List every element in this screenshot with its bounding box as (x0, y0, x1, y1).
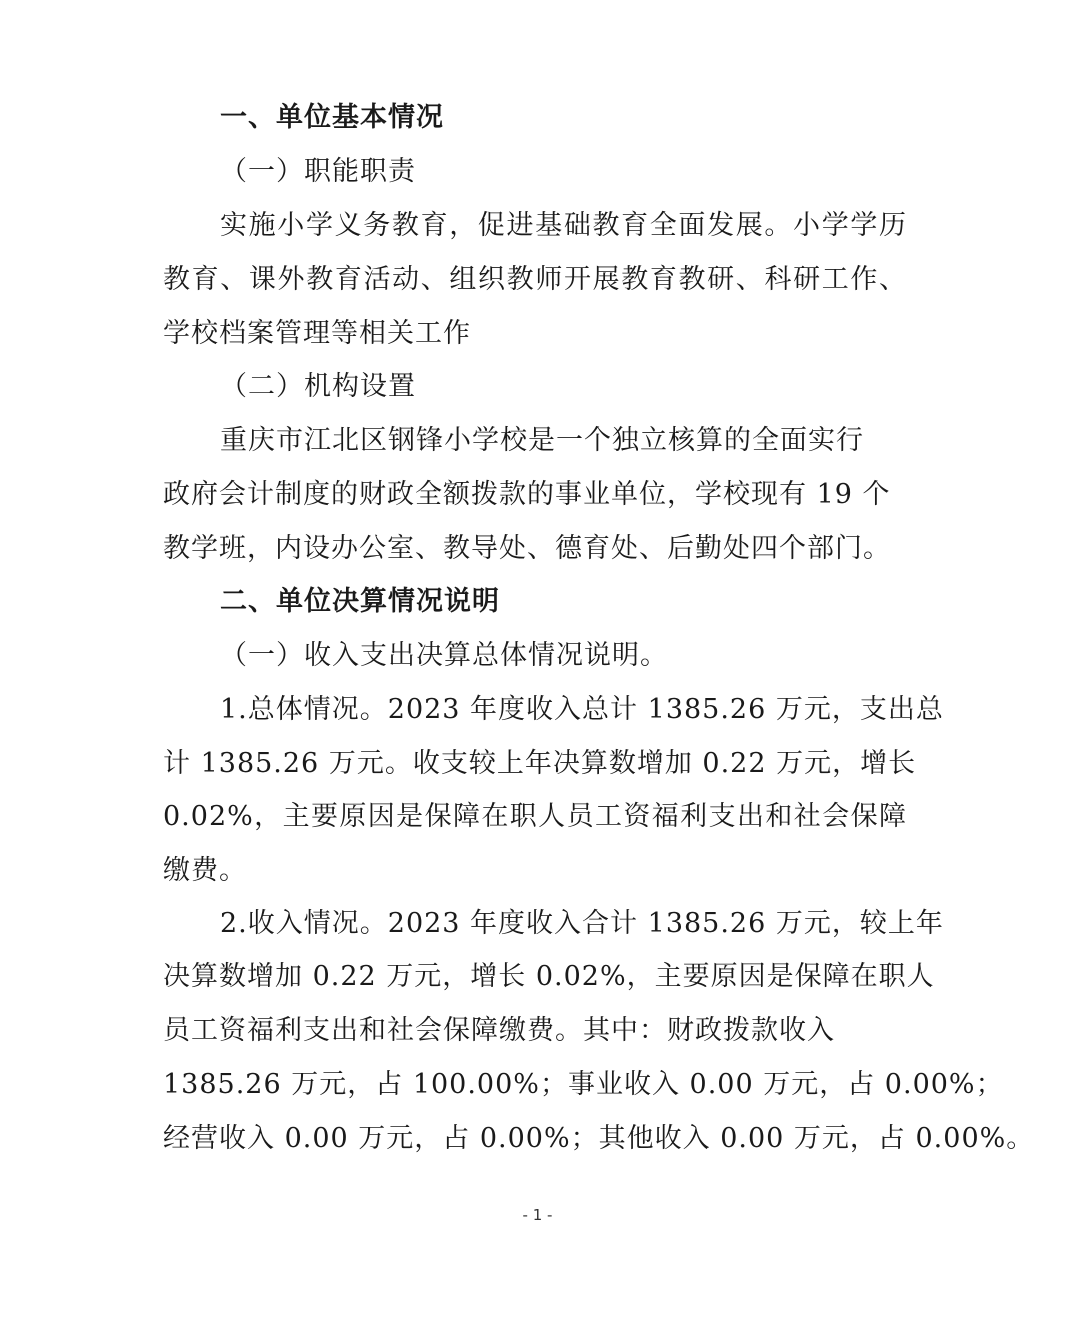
subsection-heading-organization: （二）机构设置 (220, 371, 416, 402)
section-heading-final-accounts: 二、单位决算情况说明 (220, 586, 500, 617)
paragraph-line: 学校档案管理等相关工作 (163, 318, 471, 349)
paragraph-line: 员工资福利支出和社会保障缴费。其中：财政拨款收入 (163, 1015, 835, 1046)
page-number: - 1 - (522, 1206, 553, 1224)
paragraph-line: 教育、课外教育活动、组织教师开展教育教研、科研工作、 (163, 264, 907, 295)
paragraph-line: 重庆市江北区钢锋小学校是一个独立核算的全面实行 (220, 425, 864, 456)
paragraph-line: 1385.26 万元，占 100.00%；事业收入 0.00 万元，占 0.00%； (163, 1069, 1004, 1100)
paragraph-line: 缴费。 (163, 855, 247, 886)
paragraph-line: 0.02%，主要原因是保障在职人员工资福利支出和社会保障 (163, 801, 907, 832)
paragraph-line: 政府会计制度的财政全额拨款的事业单位，学校现有 19 个 (163, 479, 891, 510)
subsection-heading-income-expense: （一）收入支出决算总体情况说明。 (220, 640, 668, 671)
paragraph-line: 计 1385.26 万元。收支较上年决算数增加 0.22 万元，增长 (163, 748, 917, 779)
paragraph-line: 教学班，内设办公室、教导处、德育处、后勤处四个部门。 (163, 533, 891, 564)
paragraph-line: 2.收入情况。2023 年度收入合计 1385.26 万元，较上年 (220, 908, 944, 939)
paragraph-line: 决算数增加 0.22 万元，增长 0.02%，主要原因是保障在职人 (163, 961, 935, 992)
paragraph-line: 实施小学义务教育，促进基础教育全面发展。小学学历 (220, 210, 907, 241)
paragraph-line: 1.总体情况。2023 年度收入总计 1385.26 万元，支出总 (220, 694, 944, 725)
subsection-heading-functions: （一）职能职责 (220, 156, 416, 187)
section-heading-basic-info: 一、单位基本情况 (220, 102, 444, 133)
paragraph-line: 经营收入 0.00 万元，占 0.00%；其他收入 0.00 万元，占 0.00%。 (163, 1123, 1035, 1154)
